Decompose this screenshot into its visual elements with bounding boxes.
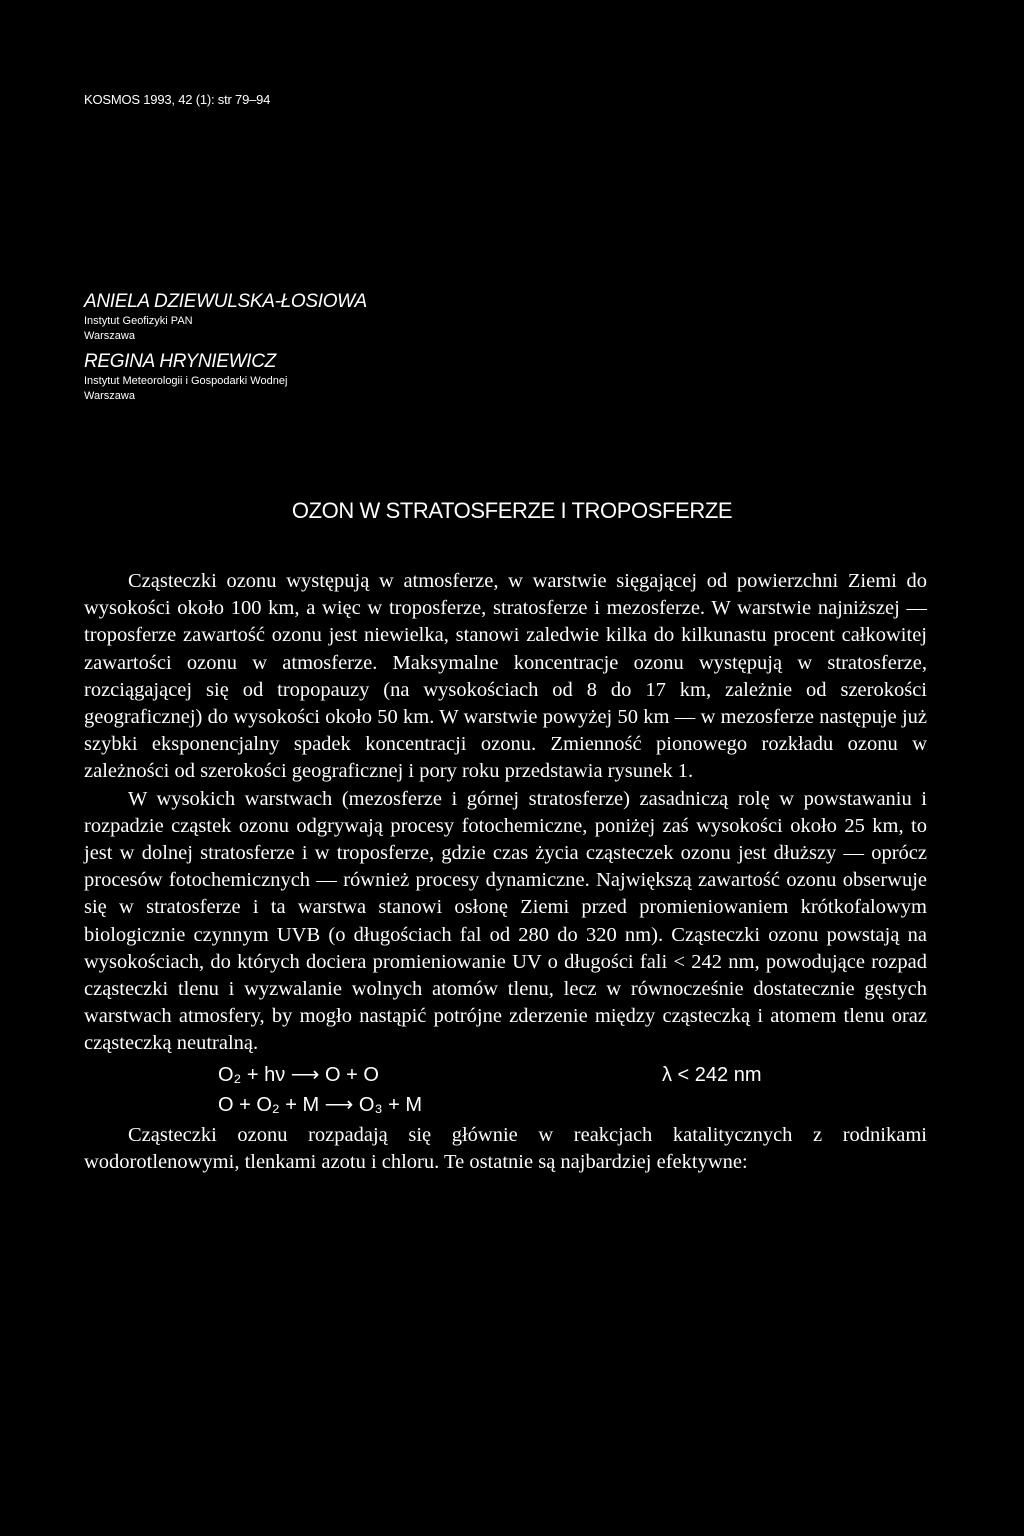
equation-reaction: O + O₂ + M ⟶ O₃ + M <box>218 1093 423 1116</box>
author-name: ANIELA DZIEWULSKA-ŁOSIOWA <box>84 291 367 312</box>
equation-row <box>84 1060 927 1090</box>
author-block <box>84 290 684 404</box>
journal-reference: KOSMOS 1993, 42 (1): str 79–94 <box>84 92 271 107</box>
body-paragraph: W wysokich warstwach (mezosferze i górnej stratosferze) zasadniczą rolę w powstawaniu i rozpadzie cząstek ozonu odgrywają procesy fotochemiczne, poniżej zaś wysokości około 25 km, to jest w dolnej stratosferze i w troposferze, gdzie czas życia cząsteczek ozonu jest dłuższy — oprócz procesów fotochemicznych — również procesy dynamiczne. Największą zawartość ozonu obserwuje się w stratosferze i ta warstwa stanowi osłonę Ziemi przed promieniowaniem krótkofalowym biologicznie czynnym UVB (o długościach fal od 280 do 320 nm). Cząsteczki ozonu powstają na wysokościach, do których dociera promieniowanie UV o długości fali < 242 nm, powodujące rozpad cząsteczki tlenu i wyzwalanie wolnych atomów tlenu, lecz w równocześnie dostatecznie gęstych warstwach atmosfery, by mogło nastąpić potrójne zderzenie między cząsteczką i atomem tlenu oraz cząsteczką neutralną. <box>84 787 927 1055</box>
equation-reaction: O₂ + hν ⟶ O + O <box>218 1063 379 1086</box>
equation-condition: λ < 242 nm <box>662 1063 762 1086</box>
body-paragraph: Cząsteczki ozonu występują w atmosferze, w warstwie sięgającej od powierzchni Ziemi do wysokości około 100 km, a więc w troposferze, stratosferze i mezosferze. W warstwie najniższej — troposferze zawartość ozonu jest niewielka, stanowi zaledwie kilka do kilkunastu procent całkowitej zawartości ozonu w atmosferze. Maksymalne koncentracje ozonu występują w stratosferze, rozciągającej się od tropopauzy (na wysokościach od 8 do 17 km, zależnie od szerokości geograficznej) do wysokości około 50 km. W warstwie powyżej 50 km — w mezosferze następuje już szybki eksponencjalny spadek koncentracji ozonu. Zmienność pionowego rozkładu ozonu w zależności od szerokości geograficznej i pory roku przedstawia rysunek 1. <box>84 570 927 783</box>
author-city: Warszawa <box>84 390 135 402</box>
article-body <box>84 568 927 1176</box>
author-name: REGINA HRYNIEWICZ <box>84 351 276 372</box>
author-institute: Instytut Geofizyki PAN <box>84 315 193 327</box>
author-city: Warszawa <box>84 330 135 342</box>
body-paragraph: Cząsteczki ozonu rozpadają się głównie w reakcjach katalitycznych z rodnikami wodorotlenowymi, tlenkami azotu i chloru. Te ostatnie są najbardziej efektywne: <box>84 1123 927 1173</box>
author-institute: Instytut Meteorologii i Gospodarki Wodnej <box>84 375 288 387</box>
equation-block <box>84 1060 927 1120</box>
article-title: OZON W STRATOSFERZE I TROPOSFERZE <box>291 498 733 523</box>
equation-row <box>84 1090 927 1120</box>
